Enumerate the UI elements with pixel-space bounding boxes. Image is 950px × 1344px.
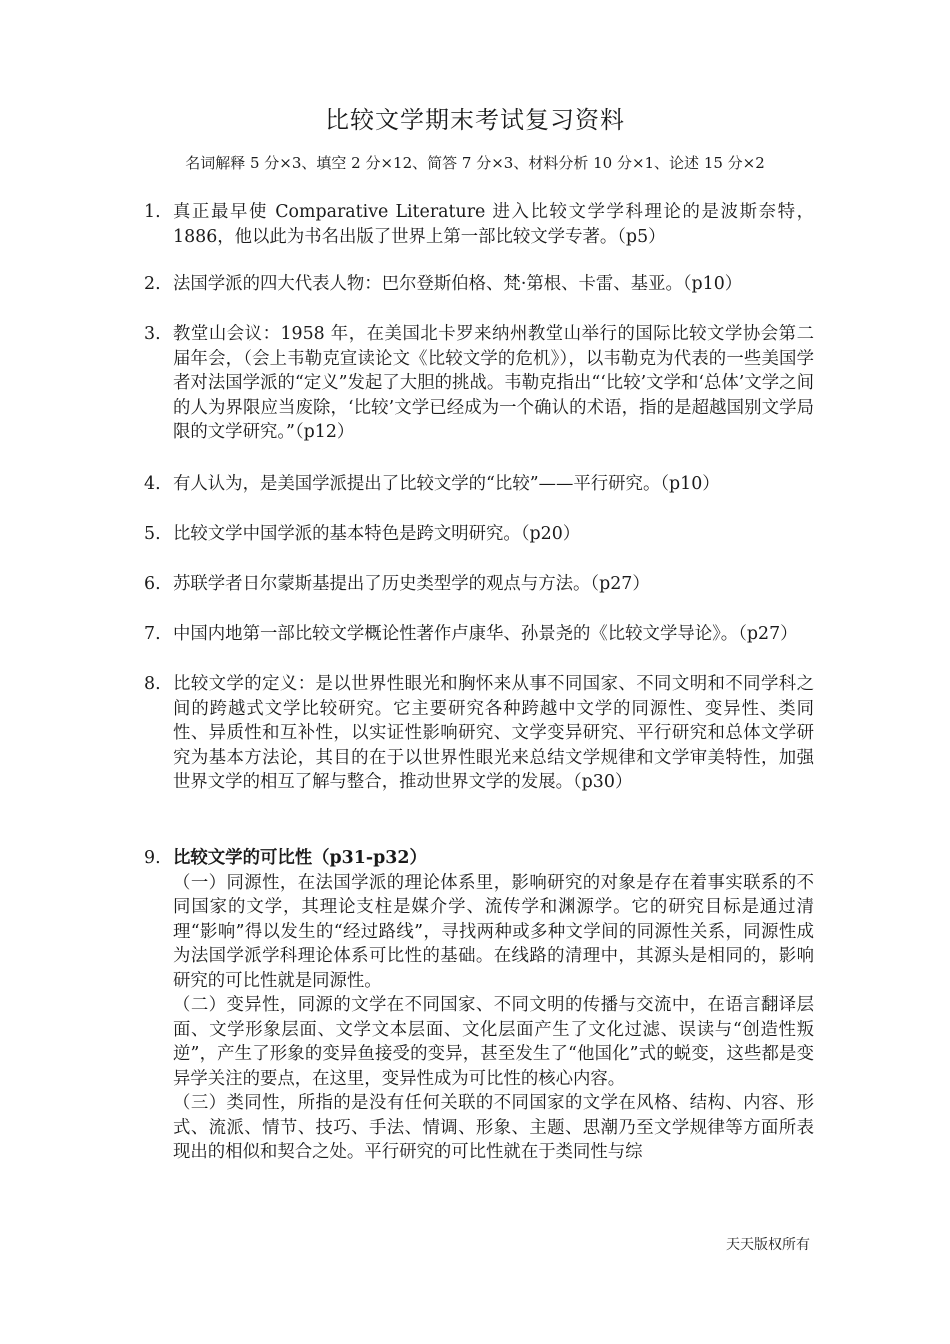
item-text: 有人认为，是美国学派提出了比较文学的“比较”——平行研究。（p10）	[173, 474, 720, 494]
item-text: 法国学派的四大代表人物：巴尔登斯伯格、梵·第根、卡雷、基亚。（p10）	[173, 274, 743, 294]
section-heading: 比较文学的可比性（p31-p32）	[173, 848, 427, 868]
item-text: 真正最早使 Comparative Literature 进入比较文学学科理论的是波斯奈特，1886，他以此为书名出版了世界上第一部比较文学专著。（p5）	[173, 202, 814, 247]
copyright-footer: 天天版权所有	[726, 1237, 810, 1253]
item-number: 9.	[144, 848, 161, 868]
item-text: 中国内地第一部比较文学概论性著作卢康华、孙景尧的《比较文学导论》。（p27）	[173, 624, 798, 644]
item-text: 苏联学者日尔蒙斯基提出了历史类型学的观点与方法。（p27）	[173, 574, 650, 594]
item-number: 5.	[144, 524, 161, 544]
paragraph-analogy: （三）类同性，所指的是没有任何关联的不同国家的文学在风格、结构、内容、形式、流派、情节、技巧、手法、情调、形象、主题、思潮乃至文学规律等方面所表现出的相似和契合之处。平行研究的可比性就在于类同性与综	[173, 1093, 814, 1162]
item-number: 3.	[144, 324, 161, 344]
item-text: 比较文学中国学派的基本特色是跨文明研究。（p20）	[173, 524, 581, 544]
list-item	[144, 522, 814, 547]
item-number: 4.	[144, 474, 161, 494]
list-item	[144, 272, 814, 297]
item-number: 7.	[144, 624, 161, 644]
list-item	[144, 472, 814, 497]
list-item	[144, 572, 814, 597]
list-item	[144, 622, 814, 647]
item-number: 6.	[144, 574, 161, 594]
paragraph-variation: （二）变异性，同源的文学在不同国家、不同文明的传播与交流中，在语言翻译层面、文学形象层面、文学文本层面、文化层面产生了文化过滤、误读与“创造性叛逆”，产生了形象的变异鱼接受的变异，甚至发生了“他国化”式的蜕变，这些都是变异学关注的要点，在这里，变异性成为可比性的核心内容。	[173, 995, 814, 1089]
paragraph-homology: （一）同源性，在法国学派的理论体系里，影响研究的对象是存在着事实联系的不同国家的文学，其理论支柱是媒介学、流传学和渊源学。它的研究目标是通过清理“影响”得以发生的“经过路线”，寻找两种或多种文学间的同源性关系，同源性成为法国学派学科理论体系可比性的基础。在线路的清理中，其源头是相同的，影响研究的可比性就是同源性。	[173, 872, 814, 991]
item-text: 教堂山会议：1958 年，在美国北卡罗来纳州教堂山举行的国际比较文学协会第二届年会，（会上韦勒克宣读论文《比较文学的危机》），以韦勒克为代表的一些美国学者对法国学派的“定义”发起了大胆的挑战。韦勒克指出“‘比较’文学和‘总体’文学之间的人为界限应当废除，‘比较’文学已经成为一个确认的术语，指的是超越国别文学局限的文学研究。”（p12）	[173, 324, 814, 442]
list-item	[144, 200, 814, 249]
item-number: 2.	[144, 274, 161, 294]
item-text: 比较文学的定义：是以世界性眼光和胸怀来从事不同国家、不同文明和不同学科之间的跨越式文学比较研究。它主要研究各种跨越中文学的同源性、变异性、类同性、异质性和互补性，以实证性影响研究、文学变异研究、平行研究和总体文学研究为基本方法论，其目的在于以世界性眼光来总结文学规律和文学审美特性，加强世界文学的相互了解与整合，推动世界文学的发展。（p30）	[173, 674, 814, 792]
list-item	[144, 322, 814, 445]
list-item	[144, 672, 814, 795]
exam-score-breakdown: 名词解释 5 分×3、填空 2 分×12、简答 7 分×3、材料分析 10 分×1、论述 15 分×2	[185, 154, 765, 172]
page-title: 比较文学期末考试复习资料	[325, 106, 625, 134]
list-item	[144, 846, 814, 1165]
item-number: 1.	[144, 202, 161, 222]
item-number: 8.	[144, 674, 161, 694]
